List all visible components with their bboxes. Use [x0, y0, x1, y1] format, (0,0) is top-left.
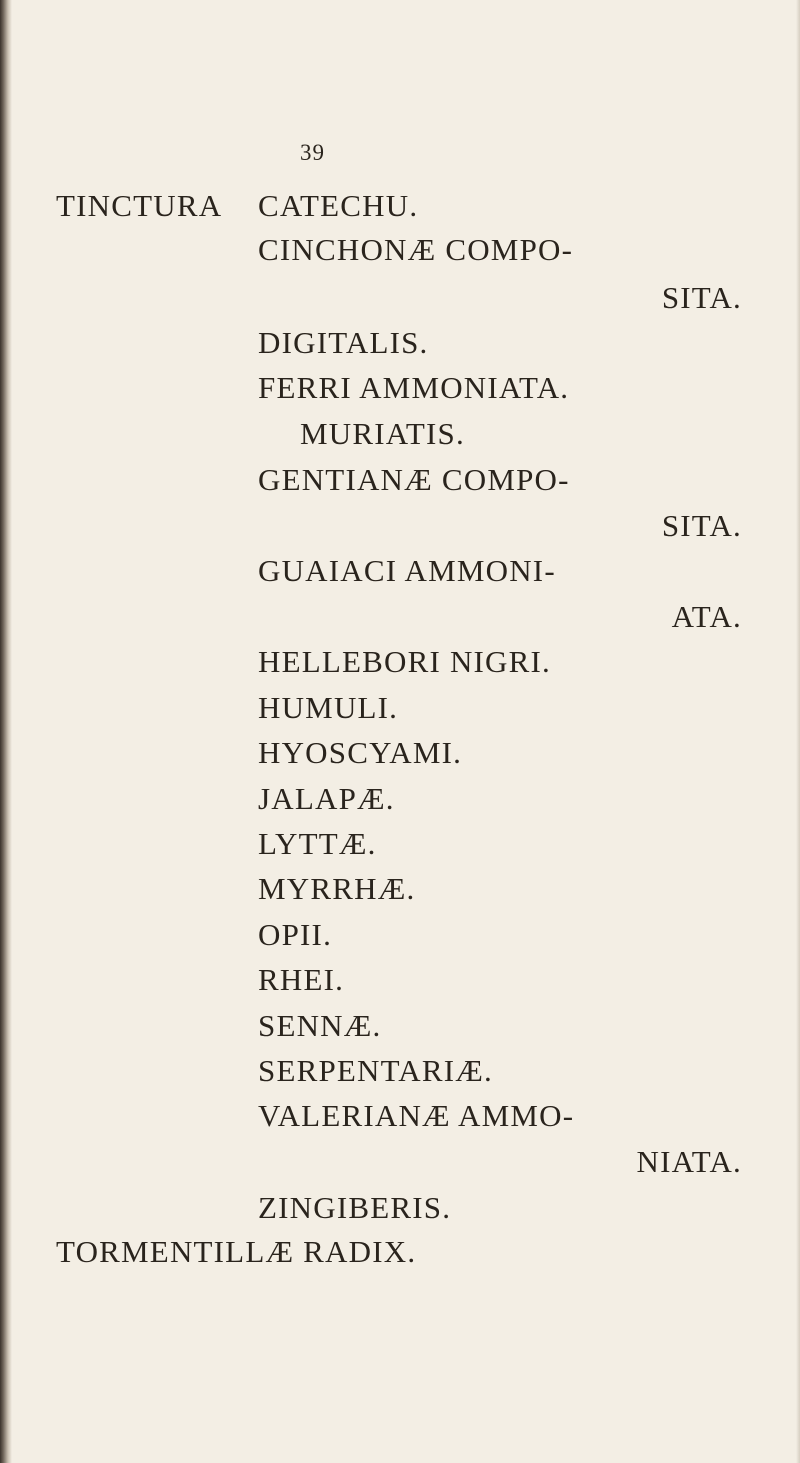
page-gutter-shadow	[0, 0, 12, 1463]
list-item: GUAIACI AMMONI-	[258, 553, 556, 588]
list-item-subentry: MURIATIS.	[300, 416, 465, 451]
list-item: RHEI.	[258, 962, 345, 997]
list-item: LYTTÆ.	[258, 826, 377, 861]
list-item: GENTIANÆ COMPO-	[258, 462, 570, 497]
list-item: CATECHU.	[258, 188, 419, 223]
list-item: HUMULI.	[258, 690, 399, 725]
list-item-continuation: ATA.	[671, 599, 742, 634]
page-number: 39	[300, 140, 325, 165]
list-item: MYRRHÆ.	[258, 871, 416, 906]
list-item-continuation: SITA.	[661, 508, 742, 543]
list-item: DIGITALIS.	[258, 325, 429, 360]
final-entry: TORMENTILLÆ RADIX.	[56, 1234, 417, 1269]
list-item: FERRI AMMONIATA.	[258, 370, 570, 405]
list-item: HYOSCYAMI.	[258, 735, 463, 770]
page-edge	[796, 0, 800, 1463]
list-item: OPII.	[258, 917, 333, 952]
list-item: SENNÆ.	[258, 1008, 382, 1043]
list-item-continuation: SITA.	[661, 280, 742, 315]
section-heading: TINCTURA	[56, 188, 223, 223]
list-item: HELLEBORI NIGRI.	[258, 644, 551, 679]
list-item: VALERIANÆ AMMO-	[258, 1098, 575, 1133]
list-item: CINCHONÆ COMPO-	[258, 232, 574, 267]
list-item: JALAPÆ.	[258, 781, 395, 816]
list-item-continuation: NIATA.	[636, 1144, 742, 1179]
list-item: SERPENTARIÆ.	[258, 1053, 493, 1088]
list-item: ZINGIBERIS.	[258, 1190, 452, 1225]
